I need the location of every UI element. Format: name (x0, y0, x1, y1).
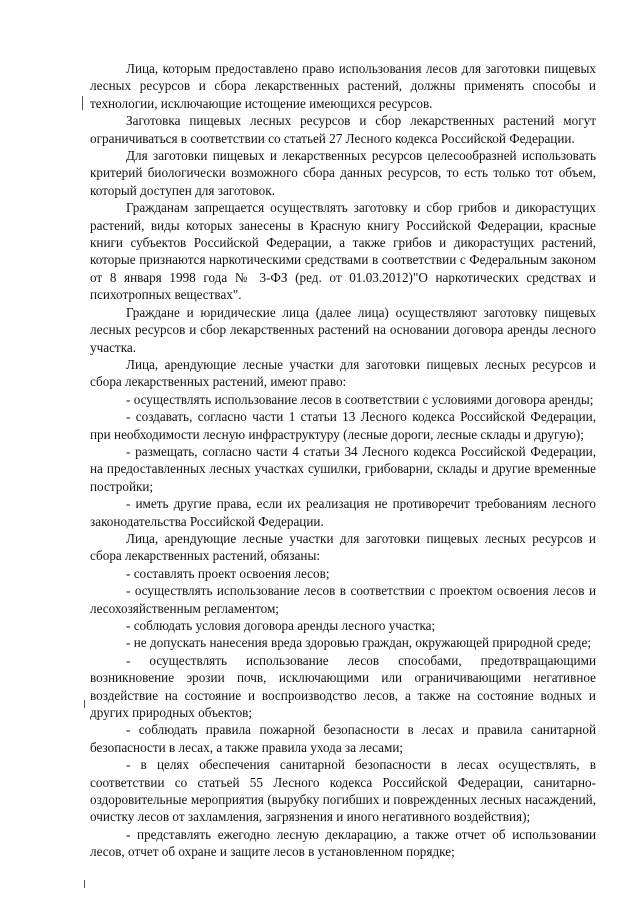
list-item: - размещать, согласно части 4 статьи 34 Лесного кодекса Российской Федерации, на предоставленных лесных участках сушилки, грибоварни, склады и другие временные постройки; (90, 443, 596, 494)
list-item: - иметь другие права, если их реализация не противоречит требованиям лесного законодательства Российской Федерации. (90, 496, 596, 529)
document-body (90, 60, 596, 861)
list-item: - осуществлять использование лесов в соответствии с условиями договора аренды; (126, 391, 594, 407)
list-item: - не допускать нанесения вреда здоровью граждан, окружающей природной среде; (126, 635, 591, 651)
list-item: - создавать, согласно части 1 статьи 13 Лесного кодекса Российской Федерации, при необходимости лесную инфраструктуру (лесные дороги, лесные склады и другую); (90, 409, 596, 442)
paragraph: Лица, арендующие лесные участки для заготовки пищевых лесных ресурсов и сбора лекарственных растений, обязаны: (90, 530, 596, 564)
scan-margin-mark (84, 700, 85, 708)
list-item: - соблюдать правила пожарной безопасности в лесах и правила санитарной безопасности в лесах, а также правила ухода за лесами; (90, 722, 596, 755)
paragraph: Лица, которым предоставлено право использования лесов для заготовки пищевых лесных ресурсов и сбора лекарственных растений, должны применять способы и технологии, исключающие истощение имеющихся ресурсов. (90, 61, 596, 111)
list-item: - в целях обеспечения санитарной безопасности в лесах осуществлять, в соответствии со статьей 55 Лесного кодекса Российской Федерации, санитарно-оздоровительные мероприятия (вырубку погибших и поврежденных лесных насаждений, очистку лесов от захламления, загрязнения и иного негативного воздействия); (90, 757, 596, 825)
paragraph: Заготовка пищевых лесных ресурсов и сбор лекарственных растений могут ограничиваться в соответствии со статьей 27 Лесного кодекса Российской Федерации. (90, 113, 596, 146)
list-item: - соблюдать условия договора аренды лесного участка; (126, 618, 436, 633)
scan-margin-mark (82, 96, 83, 110)
list-item: - осуществлять использование лесов способами, предотвращающими возникновение эрозии почв, исключающими или ограничивающими негативное воздействие на состояние и воспроизводство лесов, а также на состояние водных и других природных объектов; (90, 652, 596, 721)
paragraph: Гражданам запрещается осуществлять заготовку и сбор грибов и дикорастущих растений, виды которых занесены в Красную книгу Российской Федерации, красные книги субъектов Российской Федерации, а также грибов и дикорастущих растений, которые признаются наркотическими средствами в соответствии с Федеральным законом от 8 января 1998 года № 3-ФЗ (ред. от 01.03.2012)"О наркотических средствах и психотропных веществах". (90, 200, 596, 303)
paragraph: Граждане и юридические лица (далее лица) осуществляют заготовку пищевых лесных ресурсов и сбор лекарственных растений на основании договора аренды лесного участка. (90, 304, 596, 355)
list-item: - составлять проект освоения лесов; (126, 565, 330, 581)
list-item: - представлять ежегодно лесную декларацию, а также отчет об использовании лесов, отчет об охране и защите лесов в установленном порядке; (90, 826, 596, 860)
paragraph: Для заготовки пищевых и лекарственных ресурсов целесообразней использовать критерий биологически возможного сбора данных ресурсов, то есть только тот объем, который доступен для заготовок. (90, 148, 596, 198)
paragraph: Лица, арендующие лесные участки для заготовки пищевых лесных ресурсов и сбора лекарственных растений, имеют право: (90, 356, 596, 390)
scan-margin-mark (84, 880, 85, 888)
list-item: - осуществлять использование лесов в соответствии с проектом освоения лесов и лесохозяйственным регламентом; (90, 583, 596, 616)
